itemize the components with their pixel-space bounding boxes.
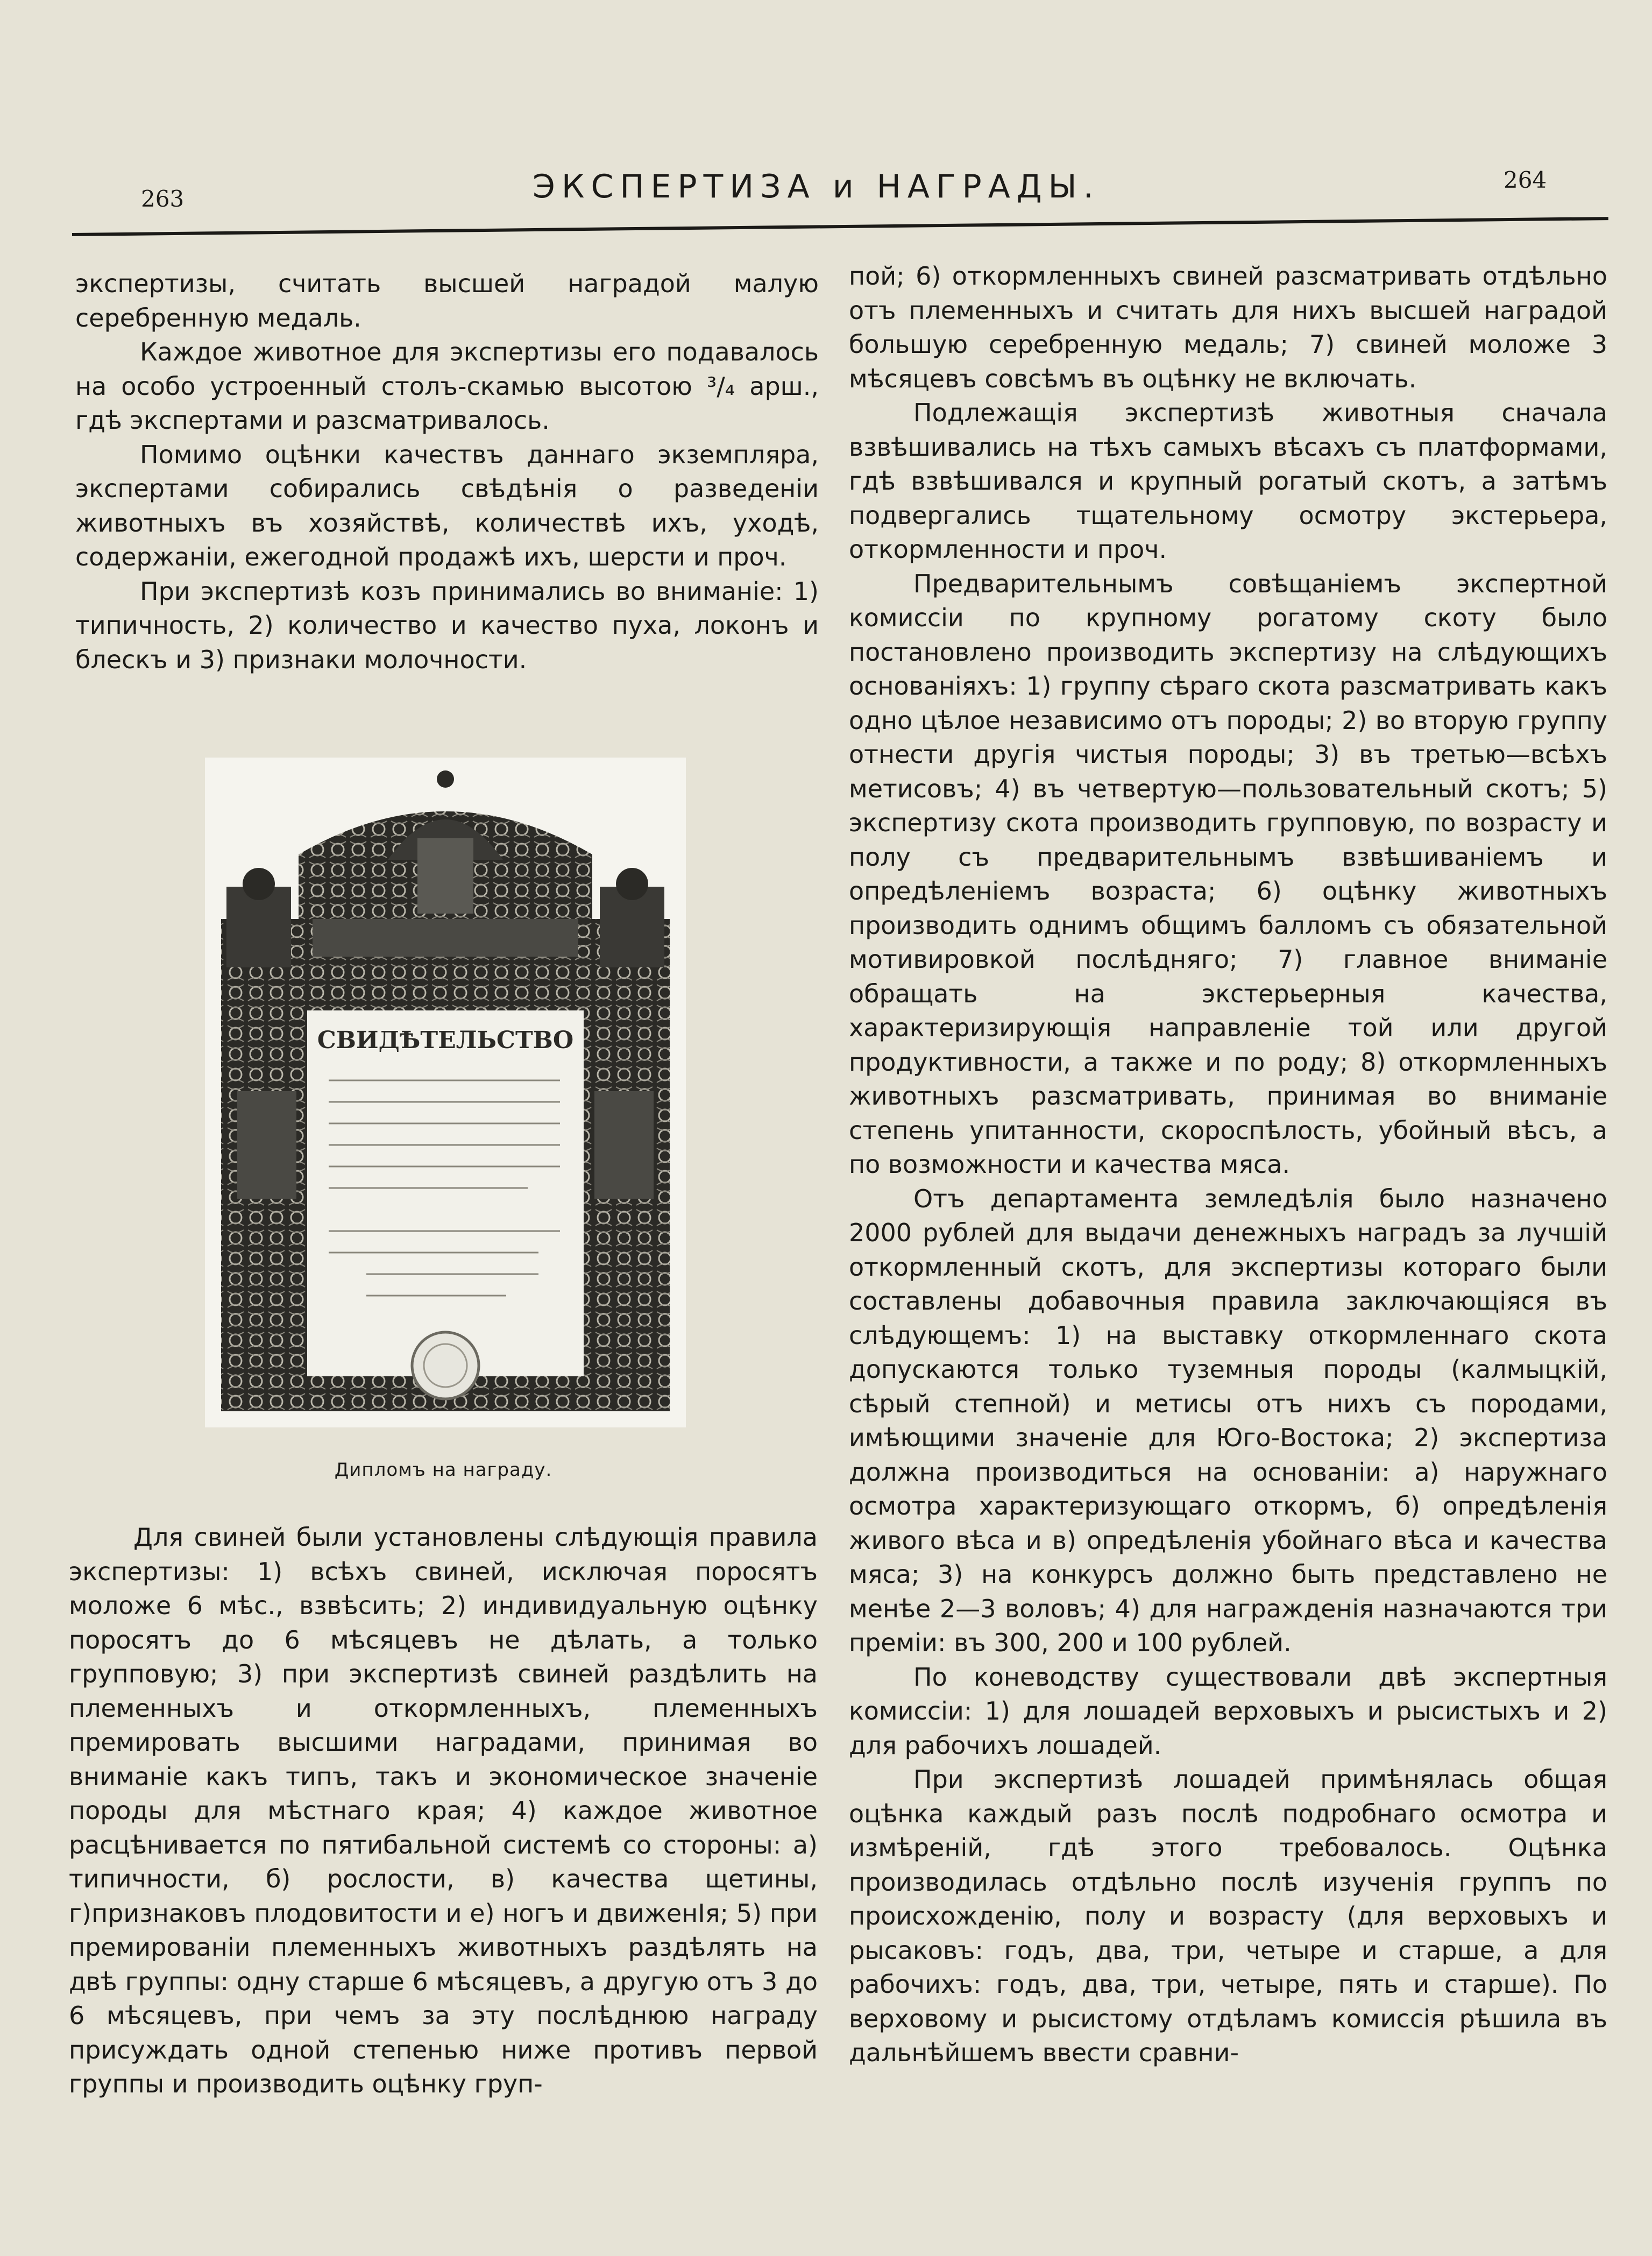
diploma-illustration [205, 758, 686, 1427]
paragraph: экспертизы, считать высшей наградой малую серебренную медаль. [75, 269, 819, 333]
paragraph: По коневодству существовали двѣ экспертныя комиссіи: 1) для лошадей верховыхъ и рысистыхъ и 2) для рабочихъ лошадей. [849, 1662, 1607, 1760]
paragraph: Каждое животное для экспертизы его подавалось на особо устроенный столъ-скамью высотою ³/₄ арш., гдѣ экспертами и разсматривалось. [75, 337, 819, 435]
paragraph: Отъ департамента земледѣлія было назначено 2000 рублей для выдачи денежныхъ наградъ за лучшій откормленный скотъ, для экспертизы котораго были составлены добавочныя правила заключающіяся въ слѣдующемъ: 1) на выставку откормленнаго скота допускаются только туземныя породы (калмыцкій, сѣрый степной) и метисы отъ нихъ съ породами, имѣющими значеніе для Юго-Востока; 2) экспертиза должна производиться на основаніи: а) наружнаго осмотра характеризующаго откормъ, б) опредѣленія живого вѣса и в) опредѣленія убойнаго вѣса и качества мяса; 3) на конкурсъ должно быть представлено не менѣе 2—3 воловъ; 4) для награжденія назначаются три преміи: въ 300, 200 и 100 рублей. [849, 1184, 1607, 1657]
page-number-left: 263 [141, 186, 185, 212]
paragraph: пой; 6) откормленныхъ свиней разсматривать отдѣльно отъ племенныхъ и считать для нихъ высшей наградой большую серебренную медаль; 7) свиней моложе 3 мѣсяцевъ совсѣмъ въ оцѣнку не включать. [849, 261, 1607, 393]
figure-caption: Дипломъ на награду. [334, 1459, 552, 1481]
paragraph: Помимо оцѣнки качествъ даннаго экземпляра, экспертами собирались свѣдѣнія о разведеніи животныхъ въ хозяйствѣ, количествѣ ихъ, уходѣ, содержаніи, ежегодной продажѣ ихъ, шерсти и проч. [75, 440, 819, 571]
running-title: ЭКСПЕРТИЗА и НАГРАДЫ. [533, 168, 1100, 206]
left-column-top [75, 267, 819, 677]
right-column [849, 259, 1607, 2070]
diploma-image [205, 758, 686, 1427]
header-rule [72, 217, 1608, 236]
diploma-heading: СВИДѢТЕЛЬСТВО [317, 1027, 574, 1054]
paragraph: Для свиней были установлены слѣдующія правила экспертизы: 1) всѣхъ свиней, исключая поросятъ моложе 6 мѣс., взвѣсить; 2) индивидуальную оцѣнку поросятъ до 6 мѣсяцевъ не дѣлать, а только групповую; 3) при экспертизѣ свиней раздѣлить на племенныхъ и откормленныхъ, племенныхъ премировать высшими наградами, принимая во вниманіе какъ типъ, такъ и экономическое значеніе породы для мѣстнаго края; 4) каждое животное расцѣнивается по пятибальной системѣ со стороны: а) типичности, б) рослости, в) качества щетины, г)признаковъ плодовитости и е) ногъ и движенІя; 5) при премированіи племенныхъ животныхъ раздѣлять на двѣ группы: одну старше 6 мѣсяцевъ, а другую отъ 3 до 6 мѣсяцевъ, при чемъ за эту послѣднюю награду присуждать одной степенью ниже противъ первой группы и производить оцѣнку груп- [69, 1523, 818, 2098]
left-column-bottom [69, 1520, 818, 2102]
paragraph: При экспертизѣ лошадей примѣнялась общая оцѣнка каждый разъ послѣ подробнаго осмотра и измѣреній, гдѣ этого требовалось. Оцѣнка производилась отдѣльно послѣ изученія группъ по происхожденію, полу и возрасту (для верховыхъ и рысаковъ: годъ, два, три, четыре и старше, а для рабочихъ: годъ, два, три, четыре, пять и старше). По верховому и рысистому отдѣламъ комиссія рѣшила въ дальнѣйшемъ ввести сравни- [849, 1765, 1607, 2067]
paragraph: При экспертизѣ козъ принимались во вниманіе: 1) типичность, 2) количество и качество пуха, локонъ и блескъ и 3) признаки молочности. [75, 576, 819, 674]
paragraph: Предварительнымъ совѣщаніемъ экспертной комиссіи по крупному рогатому скоту было постановлено производить экспертизу на слѣдующихъ основаніяхъ: 1) группу сѣраго скота разсматривать какъ одно цѣлое независимо отъ породы; 2) во вторую группу отнести другія чистыя породы; 3) въ третью—всѣхъ метисовъ; 4) въ четвертую—пользовательный скотъ; 5) экспертизу скота производить групповую, по возрасту и полу съ предварительнымъ взвѣшиваніемъ и опредѣленіемъ возраста; 6) оцѣнку животныхъ производить однимъ общимъ балломъ съ обязательной мотивировкой послѣдняго; 7) главное вниманіе обращать на экстерьерныя качества, характеризирующія направленіе той или другой продуктивности, а также и по роду; 8) откормленныхъ животныхъ разсматривать, принимая во вниманіе степень упитанности, скороспѣлость, убойный вѣсъ, а по возможности и качества мяса. [849, 569, 1607, 1179]
paragraph: Подлежащія экспертизѣ животныя сначала взвѣшивались на тѣхъ самыхъ вѣсахъ съ платформами, гдѣ взвѣшивался и крупный рогатый скотъ, а затѣмъ подвергались тщательному осмотру экстерьера, откормленности и проч. [849, 398, 1607, 564]
page-number-right: 264 [1504, 167, 1547, 193]
